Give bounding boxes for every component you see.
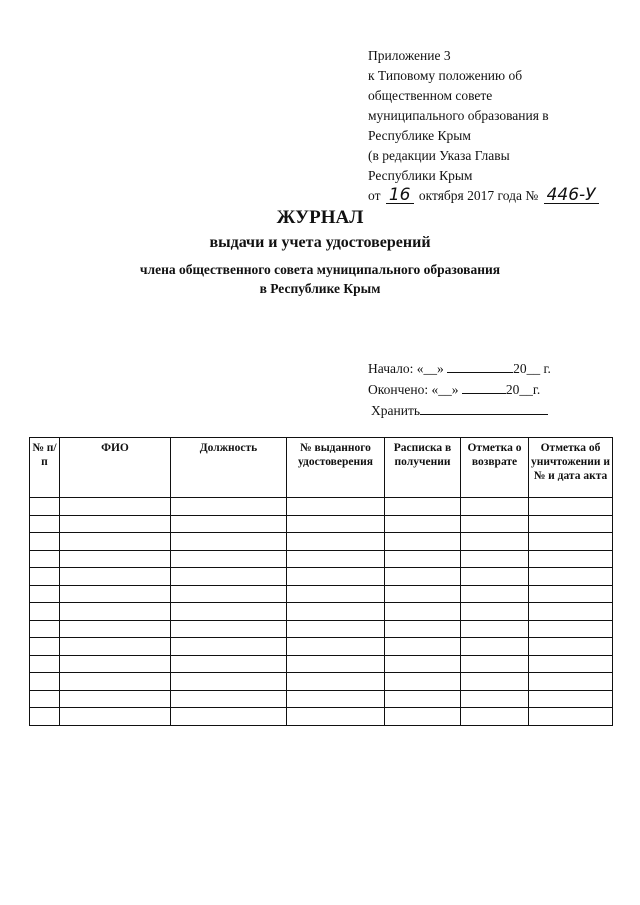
table-cell [287,690,385,708]
table-row [30,620,613,638]
table-cell [60,620,171,638]
end-date-label: Окончено: «__» [368,382,459,397]
table-cell [60,550,171,568]
table-cell [287,673,385,691]
table-cell [529,655,613,673]
column-header-number: № п/п [30,438,60,498]
table-cell [60,515,171,533]
table-cell [385,515,461,533]
table-row [30,515,613,533]
table-cell [287,638,385,656]
table-cell [461,690,529,708]
table-cell [461,603,529,621]
column-header-return: Отметка о возврате [461,438,529,498]
table-cell [529,638,613,656]
table-cell [385,655,461,673]
table-cell [529,603,613,621]
end-date-year: 20__г. [505,382,541,397]
table-cell [171,638,287,656]
table-cell [171,690,287,708]
keep-line [368,400,551,421]
table-cell [529,690,613,708]
table-cell [60,533,171,551]
table-cell [461,655,529,673]
table-cell [60,673,171,691]
table-cell [60,655,171,673]
table-cell [171,655,287,673]
table-cell [461,620,529,638]
table-header-row [30,438,613,498]
table-cell [385,533,461,551]
table-row [30,498,613,516]
column-header-position: Должность [171,438,287,498]
table-cell [529,568,613,586]
table-cell [529,585,613,603]
table-cell [287,498,385,516]
table-cell [30,655,60,673]
document-subtitle: выдачи и учета удостоверений [209,234,431,251]
appendix-line: общественном совете [368,88,493,103]
decree-date-text: октября 2017 года № [418,188,539,203]
table-cell [30,568,60,586]
start-date-year: 20__ г. [513,361,551,376]
table-cell [30,673,60,691]
table-cell [287,655,385,673]
table-row [30,568,613,586]
table-cell [529,498,613,516]
table-cell [529,673,613,691]
end-date-blank [462,381,506,394]
table-cell [30,515,60,533]
column-header-name: ФИО [60,438,171,498]
table-cell [385,690,461,708]
table-row [30,585,613,603]
appendix-line: муниципального образования в [368,108,549,123]
appendix-line: Республики Крым [368,168,473,183]
decree-date-line [368,186,628,206]
table-cell [60,498,171,516]
appendix-line: Приложение 3 [368,48,451,63]
table-cell [529,550,613,568]
decree-date-prefix: от [368,188,381,203]
keep-blank [420,402,548,415]
table-row [30,533,613,551]
table-row [30,603,613,621]
column-header-destruction: Отметка об уничтожении и № и дата акта [529,438,613,498]
table-cell [461,708,529,726]
table-cell [60,603,171,621]
table-row [30,690,613,708]
table-cell [385,708,461,726]
table-cell [60,638,171,656]
column-header-receipt: Расписка в получении [385,438,461,498]
keep-label: Хранить [371,403,420,418]
table-cell [60,568,171,586]
table-cell [287,585,385,603]
table-cell [461,550,529,568]
table-cell [171,498,287,516]
table-cell [461,533,529,551]
table-cell [171,620,287,638]
table-cell [385,620,461,638]
appendix-line: (в редакции Указа Главы [368,148,510,163]
document-subtitle-line3: члена общественного совета муниципального образования [139,262,501,277]
appendix-line: Республике Крым [368,128,471,143]
table-cell [287,568,385,586]
table-cell [461,515,529,533]
table-cell [287,515,385,533]
decree-day-handwritten: 16 [386,187,414,204]
table-cell [171,550,287,568]
table-cell [30,690,60,708]
table-row [30,638,613,656]
table-cell [30,708,60,726]
journal-table-body [30,498,613,726]
table-cell [287,620,385,638]
table-cell [171,585,287,603]
table-cell [30,498,60,516]
table-cell [60,708,171,726]
table-cell [385,673,461,691]
table-cell [171,603,287,621]
start-date-label: Начало: «__» [368,361,444,376]
table-cell [385,603,461,621]
table-cell [529,620,613,638]
appendix-line: к Типовому положению об [368,68,523,83]
table-cell [287,533,385,551]
end-date-line [368,379,551,400]
table-cell [60,585,171,603]
start-date-line [368,358,551,379]
table-cell [60,690,171,708]
table-cell [171,568,287,586]
table-cell [529,533,613,551]
table-cell [30,638,60,656]
table-cell [171,708,287,726]
journal-meta [368,358,551,421]
table-cell [529,515,613,533]
column-header-certificate-number: № выданного удостоверения [287,438,385,498]
start-date-blank [447,360,513,373]
table-cell [30,603,60,621]
table-cell [171,673,287,691]
table-cell [30,585,60,603]
table-cell [30,620,60,638]
table-cell [461,568,529,586]
table-cell [171,515,287,533]
table-cell [287,603,385,621]
table-row [30,550,613,568]
table-cell [171,533,287,551]
document-subtitle-line4: в Республике Крым [259,281,381,296]
table-row [30,655,613,673]
table-cell [461,498,529,516]
table-cell [30,550,60,568]
table-cell [461,585,529,603]
table-cell [287,550,385,568]
table-cell [30,533,60,551]
table-cell [287,708,385,726]
table-cell [385,638,461,656]
decree-number-handwritten: 446-У [544,187,599,204]
document-title: ЖУРНАЛ [276,207,364,228]
table-cell [461,638,529,656]
table-cell [529,708,613,726]
table-row [30,708,613,726]
table-cell [461,673,529,691]
table-cell [385,568,461,586]
table-cell [385,585,461,603]
appendix-block [368,46,628,206]
table-cell [385,498,461,516]
table-row [30,673,613,691]
table-cell [385,550,461,568]
journal-table [29,437,613,726]
